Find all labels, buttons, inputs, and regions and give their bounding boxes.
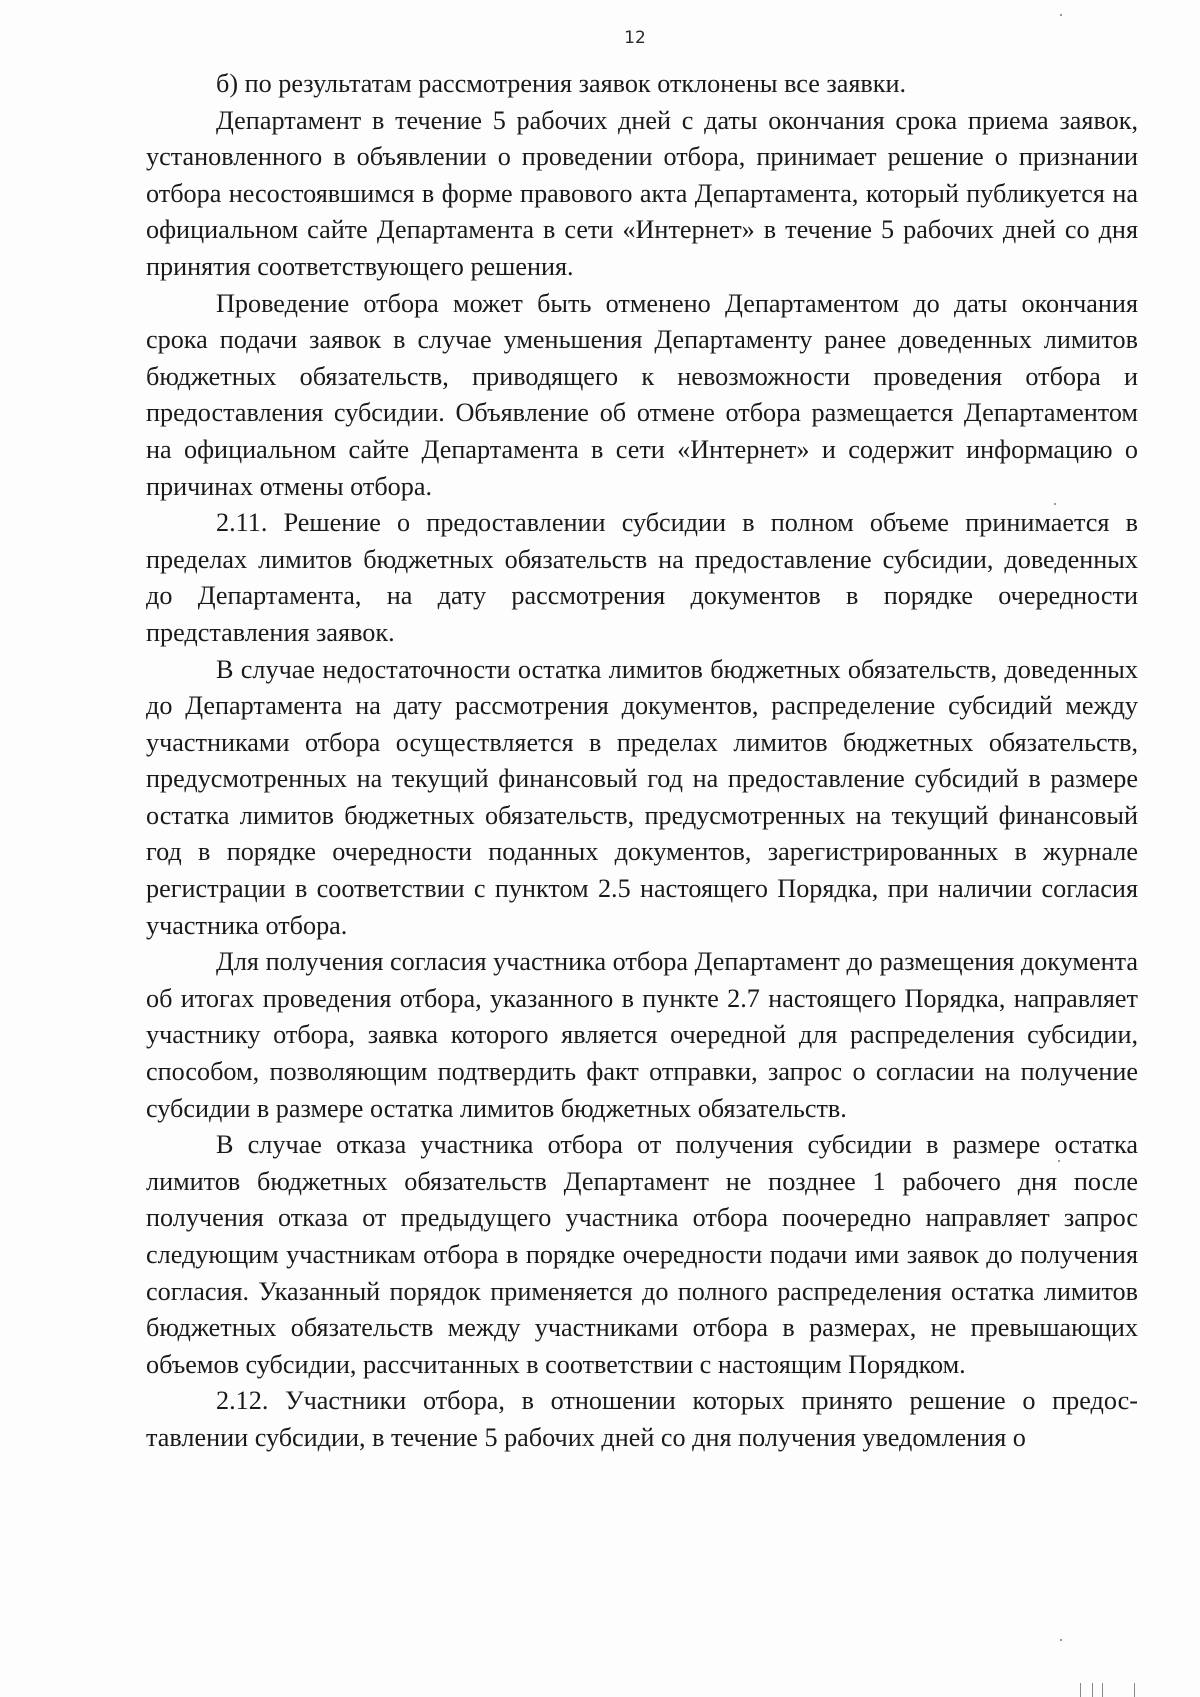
paragraph-clause-2-11: 2.11. Решение о предоставлении субсидии в полном объеме принимается в пределах лимитов бюджетных обязательств на предоставление субсидии, доведенных до Департамента, на дату рассмотрения документов в порядке очередности представления заявок. xyxy=(146,508,1138,647)
scan-edge-marks xyxy=(1072,1673,1162,1697)
paragraph-selection-cancellation: Проведение отбора может быть отменено Департаментом до даты окончания срока подачи заявок в случае уменьшения Департаменту ранее доведенных лимитов бюджетных обязательств, приводящего к невозможности проведения отбора и предоставления субсидии. Объявление об отмене отбора размещается Департаментом на официальном сайте Департамента в сети «Интернет» и содержит информацию о причинах отмены отбора. xyxy=(146,288,1138,501)
paragraph-clause-2-12: 2.12. Участники отбора, в отношении которых принято решение о предоставлении субсидии, в течение 5 рабочих дней со дня получения уведомления о xyxy=(146,1386,1138,1452)
page-number: 12 xyxy=(624,28,646,48)
document-body xyxy=(146,66,1138,1457)
scan-speck xyxy=(1058,1160,1060,1162)
scan-speck xyxy=(1060,1639,1062,1641)
paragraph-consent-request: Для получения согласия участника отбора Департамент до размещения документа об итогах проведения отбора, указанного в пункте 2.7 настоящего Порядка, направляет участнику отбора, заявка которого является очередной для распределения субсидии, способом, позволяющим подтвердить факт отправки, запрос о согласии на получение субсидии в размере остатка лимитов бюджетных обязательств. xyxy=(146,947,1138,1123)
scan-speck xyxy=(1060,14,1062,16)
paragraph-outcome-b: б) по результатам рассмотрения заявок отклонены все заявки. xyxy=(216,69,907,98)
paragraph-failed-selection-decision: Департамент в течение 5 рабочих дней с даты окончания срока приема заявок, установленного в объявлении о проведении отбора, принимает решение о признании отбора несостоявшимся в форме правового акта Департамента, который публикуется на официальном сайте Департамента в сети «Интернет» в течение 5 рабочих дней со дня принятия соответствующего решения. xyxy=(146,105,1138,281)
scan-speck xyxy=(1054,503,1056,505)
paragraph-refusal-procedure: В случае отказа участника отбора от получения субсидии в размере остатка лимитов бюджетных обязательств Департамент не позднее 1 рабочего дня после получения отказа от предыдущего участника отбора поочередно направляет запрос следующим участникам отбора в порядке очередности подачи ими заявок до получения согласия. Указанный порядок применяется до полного распределения остатка лимитов бюджетных обязательств между участниками отбора в размерах, не превышающих объемов субсидии, рассчитанных в соответствии с настоящим Порядком. xyxy=(146,1130,1138,1379)
paragraph-insufficient-limits: В случае недостаточности остатка лимитов бюджетных обязательств, доведенных до Департамента на дату рассмотрения документов, распределение субсидий между участниками отбора осуществляется в пределах лимитов бюджетных обязательств, предусмотренных на текущий финансовый год на предоставление субсидий в размере остатка лимитов бюджетных обязательств, предусмотренных на текущий финансовый год в порядке очередности поданных документов, зарегистрированных в журнале регистрации в соответствии с пунктом 2.5 настоящего Порядка, при наличии согласия участника отбора. xyxy=(146,654,1138,940)
